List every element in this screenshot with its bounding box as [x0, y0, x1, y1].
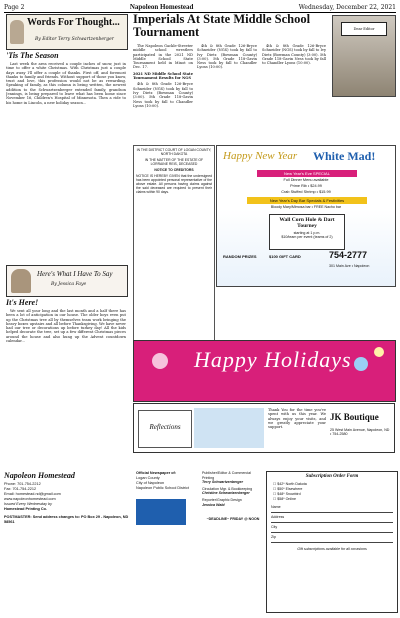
- results-text-cont: 4th & 8th Grade 126-Bryce Schneider (NGS) took by fall to Ivy Dietz (Bowman County) (3:00). 5th Grade 118-Gavin Ness took by fall to Chandler Lyons (10:00).: [197, 44, 257, 70]
- official-item: Logan County: [136, 476, 160, 480]
- article-col-3: [262, 44, 326, 142]
- results-text-cont-2: 4th & 8th Grade 126-Bryce Schneider (NGS) took by fall to Ivy Dietz (Bowman County) (3:00). 5th Grade 118-Gavin Ness took by fall to Chandler Lyons (10:00).: [262, 44, 326, 66]
- paper-name: Napoleon Homestead: [129, 3, 194, 11]
- zip-label: Zip: [271, 535, 276, 539]
- masthead-phone: Phone: 701-754-2212: [4, 482, 41, 486]
- ad-brand: White Mad!: [313, 149, 376, 163]
- ad-address: 301 Main Ave • Napoleon: [329, 264, 370, 268]
- staff-circ-name: Christine Schwartzenberger: [202, 491, 250, 496]
- masthead-fax: Fax: 701-754-2212: [4, 487, 37, 491]
- column-text: Last week the area received a couple inches of snow, just in time to offer a white Christmas. With Christmas just a couple days away I'll offer a couple of thanks. First off, and foremost thanks to family and friends. Without support of those you know, trust and love, this profession would not be as rewarding. Speaking of family, as this column is being written, the newest addition to the Schwartzenberger extended family, grandson Jennings, is being prepared to leave what has been home since November 16, Children's Hospital of Minnesota. Then a ride to his home in Lincoln, a new holiday season...: [6, 62, 126, 105]
- column-byline: By Editor Terry Schwartzenberger: [35, 37, 114, 42]
- reflections-logo: [138, 410, 192, 448]
- editor-portrait: [10, 20, 24, 44]
- issue-date: Wednesday, December 22, 2021: [298, 3, 396, 11]
- postmaster-note: POSTMASTER: Send address changes to: PO Box 29 - Napoleon, ND 58561: [4, 515, 129, 524]
- article-headline: Imperials At State Middle School Tournament: [133, 12, 311, 39]
- results-text: 4th & 8th Grade 126-Bryce Schneider (NGS) took by fall to Ivy Dietz (Bowman County) (3:00). 5th Grade 118-Gavin Ness took by fall to Chandler Lyons (10:00).: [133, 82, 193, 108]
- boutique-brand: JK Boutique: [330, 412, 379, 422]
- legal-notice: [133, 145, 215, 342]
- official-newspaper: [136, 471, 198, 611]
- article-col-1: [133, 44, 193, 142]
- opinion-text: We sent all your long and the last month and a half there has been a lot of anticipation in our house. The older boys even put up the Christmas tree all by themselves team work bringing the heavy boxes upstairs and all before Thanksgiving. We have never had our tree or decorations up before turkey day! All the kids helped decorate the tree, set up a few different Christmas pieces around the house and also hung up the Advent countdown calendar...: [6, 309, 126, 344]
- new-year-ad: [216, 145, 396, 287]
- official-item: City of Napoleon: [136, 481, 165, 485]
- ndna-logo: [136, 499, 186, 525]
- ad-headline: Happy New Year: [223, 150, 298, 162]
- notice-body: NOTICE IS HEREBY GIVEN that the undersigned has been appointed personal representative of the above estate. All persons having claims against the said deceased are required to present their claims within 90 days.: [136, 174, 212, 194]
- column-heading: 'Tis The Season: [6, 51, 59, 60]
- ad-menu: Full Dinner Menu available: [283, 178, 329, 182]
- ad-special: New Year's Eve SPECIAL: [257, 170, 357, 177]
- ad-phone: 754-2777: [329, 250, 368, 260]
- zip-field[interactable]: [271, 535, 393, 543]
- random-prizes: RANDOM PRIZES: [223, 254, 257, 259]
- tourney-entry: $10/team per event (teams of 2): [281, 235, 333, 239]
- masthead-email: Email: homestead.nd@gmail.com: [4, 492, 61, 496]
- boutique-address: 25 West Main Avenue, Napoleon, ND • 754-2580: [330, 428, 390, 436]
- masthead: [4, 471, 132, 611]
- article-photo: [332, 15, 396, 97]
- column-body: [6, 62, 126, 262]
- words-for-thought-banner: [6, 14, 128, 50]
- staff-publisher-name: Terry Schwartzenberger: [202, 480, 244, 485]
- notice-title: NOTICE TO CREDITORS: [154, 168, 194, 172]
- results-heading: 2021 ND Middle School State Tournament Results for NGS: [133, 71, 193, 81]
- subscription-form: [266, 471, 398, 613]
- estate-matter: IN THE MATTER OF THE ESTATE OF LORRAINE REIS, DECEASED: [144, 158, 204, 166]
- checkbox-icon[interactable]: ☐: [273, 497, 278, 501]
- tourney-title: Wall Corn Hole & Dart Tourney: [279, 217, 335, 229]
- ornament-icon: [354, 357, 368, 371]
- staff-box: [202, 471, 264, 611]
- opinion-body: [6, 309, 126, 464]
- rate-label: $42* North Dakota: [277, 482, 307, 486]
- ornament-icon: [374, 347, 384, 357]
- staff-publisher-role: Publisher/Editor & Commercial Printing: [202, 471, 251, 480]
- rate-option[interactable]: [273, 497, 391, 502]
- official-heading: Official Newspaper of:: [136, 471, 177, 475]
- name-label: Name: [271, 505, 281, 509]
- masthead-issued: Issued Every Wednesday by: [4, 502, 53, 506]
- ornament-icon: [152, 353, 168, 369]
- official-item: Napoleon Public School District: [136, 486, 189, 490]
- deadline: ~DEADLINE~ FRIDAY @ NOON: [206, 517, 260, 522]
- gift-card: $100 GIFT CARD: [269, 254, 301, 259]
- photo-sign: Dear Editor: [341, 22, 387, 36]
- opinion-heading: It's Here!: [6, 298, 39, 307]
- ad-prime-rib: Prime Rib • $24.99: [290, 184, 322, 188]
- opinion-byline: By Jessica Faye: [51, 282, 87, 287]
- page-number: Page 2: [4, 3, 25, 11]
- reflections-brand: Reflections: [149, 423, 181, 431]
- staff-reporter-name: Jessica Wald: [202, 502, 225, 507]
- opinion-banner: [6, 265, 128, 297]
- gift-note: Gift subscriptions available for all occasions: [297, 547, 367, 551]
- checkbox-icon[interactable]: ☐: [273, 487, 278, 491]
- author-portrait: [11, 269, 31, 293]
- tourney-box: [269, 214, 345, 250]
- holiday-greeting: Happy Holidays: [194, 347, 352, 372]
- article-intro: The Napoleon Gackle-Streeter middle school wrestlers participated in the 2021 ND Middle School State Tournament held in Minot on Dec. 17.: [133, 44, 193, 70]
- court-name: IN THE DISTRICT COURT OF LOGAN COUNTY, NORTH DAKOTA: [136, 148, 212, 156]
- masthead-title: Napoleon Homestead: [4, 471, 75, 480]
- rate-label: $58* Online: [277, 497, 297, 501]
- business-ads-strip: [133, 403, 395, 453]
- city-label: City: [271, 525, 278, 529]
- rate-label: $50* Elsewhere: [277, 487, 303, 491]
- masthead-publisher: Homestead Printing Co.: [4, 507, 48, 511]
- address-label: Address: [271, 515, 285, 519]
- reflections-photo: [194, 408, 264, 448]
- holiday-ad: [133, 340, 396, 402]
- thank-you-text: Thank You for the time you've spent with us this year. We always enjoy your visits, and we greatly appreciate your support.: [268, 408, 326, 430]
- rate-label: $48* Snowbird: [277, 492, 301, 496]
- name-field[interactable]: [271, 505, 393, 513]
- column-title: Words For Thought...: [27, 17, 120, 28]
- tourney-time: starting at 1 p.m.: [293, 231, 321, 235]
- masthead-web[interactable]: www.napoleonhomestead.com: [4, 497, 56, 501]
- staff-reporter-role: Reporter/Graphic Design: [202, 497, 242, 502]
- subscription-title: Subscription Order Form: [305, 474, 359, 479]
- staff-circ-role: Circulation Mgr. & Bookkeeping: [202, 486, 253, 491]
- ad-shrimp: Crab Stuffed Shrimp • $15.99: [281, 190, 331, 194]
- ad-newyears-day: New Year's Day Bar Specials & Festivities: [247, 197, 367, 204]
- ad-bar: Bloody Mary/Mimosa bar • FREE Nacho bar: [270, 205, 342, 209]
- checkbox-icon[interactable]: ☐: [273, 482, 278, 486]
- city-field[interactable]: [271, 525, 393, 533]
- opinion-title: Here's What I Have To Say: [37, 270, 113, 278]
- checkbox-icon[interactable]: ☐: [273, 492, 278, 496]
- article-col-2: [197, 44, 257, 142]
- address-field[interactable]: [271, 515, 393, 523]
